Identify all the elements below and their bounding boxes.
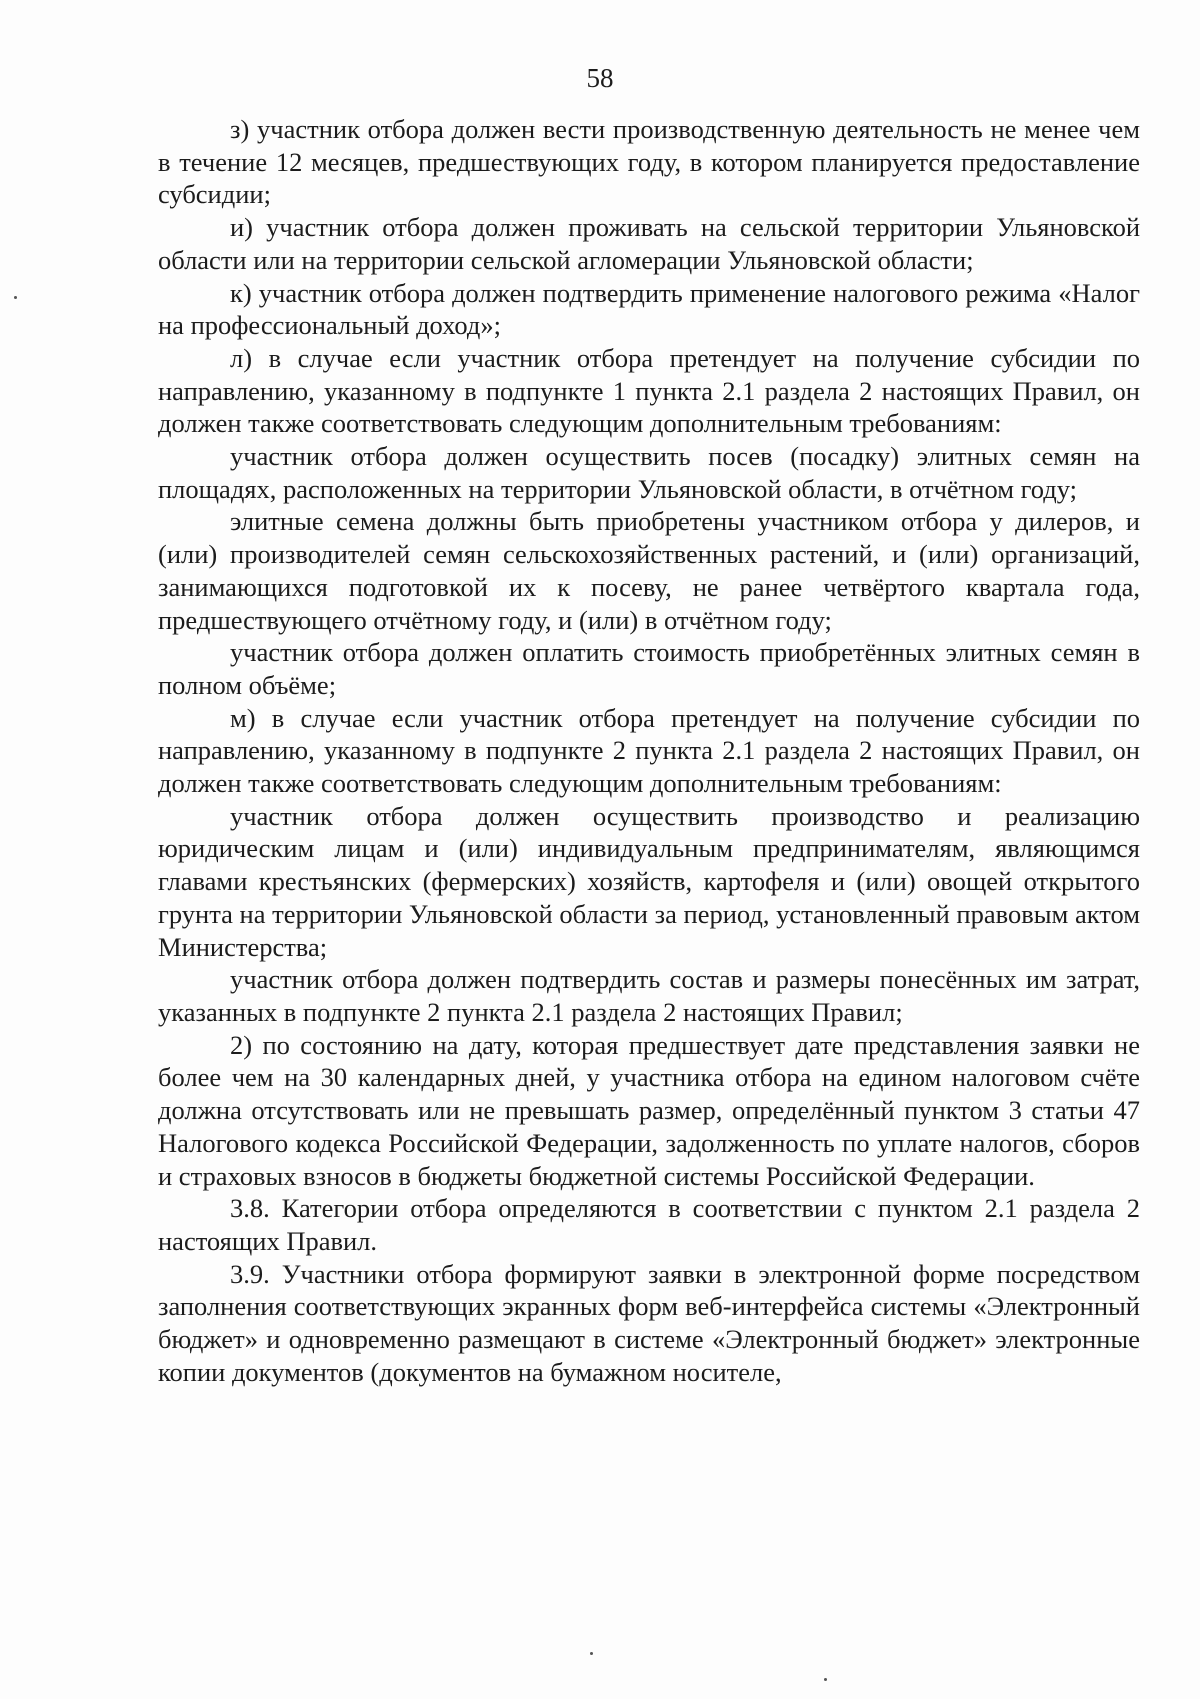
page-number: 58 — [586, 63, 614, 93]
paragraph-i: и) участник отбора должен проживать на сельской территории Ульяновской области или на территории сельской агломерации Ульяновской области; — [158, 212, 1140, 275]
paragraph-m: м) в случае если участник отбора претендует на получение субсидии по направлению, указанному в подпункте 2 пункта 2.1 раздела 2 настоящих Правил, он должен также соответствовать следующим дополнительным требованиям: — [158, 702, 1140, 799]
document-body — [158, 113, 1140, 1388]
paragraph-m-requirement-1: участник отбора должен осуществить производство и реализацию юридическим лицам и (или) индивидуальным предпринимателям, являющимся главами крестьянских (фермерских) хозяйств, картофеля и (или) овощей открытого грунта на территории Ульяновской области за период, установленный правовым актом Министерства; — [158, 800, 1140, 962]
paragraph-3-9: 3.9. Участники отбора формируют заявки в электронной форме посредством заполнения соответствующих экранных форм веб-интерфейса системы «Электронный бюджет» и одновременно размещают в системе «Электронный бюджет» электронные копии документов (документов на бумажном носителе, — [158, 1258, 1140, 1387]
paragraph-l-requirement-1: участник отбора должен осуществить посев (посадку) элитных семян на площадях, расположенных на территории Ульяновской области, в отчётном году; — [158, 441, 1140, 504]
paragraph-k: к) участник отбора должен подтвердить применение налогового режима «Налог на профессиональный доход»; — [158, 277, 1140, 341]
paragraph-l-requirement-3: участник отбора должен оплатить стоимость приобретённых элитных семян в полном объёме; — [158, 637, 1140, 700]
scan-speck — [824, 1678, 827, 1681]
scan-speck — [590, 1652, 593, 1655]
paragraph-l-requirement-2: элитные семена должны быть приобретены участником отбора у дилеров, и (или) производителей семян сельскохозяйственных растений, и (или) организаций, занимающихся подготовкой их к посеву, не ранее четвёртого квартала года, предшествующего отчётному году, и (или) в отчётном году; — [158, 506, 1140, 635]
paragraph-m-requirement-2: участник отбора должен подтвердить состав и размеры понесённых им затрат, указанных в подпункте 2 пункта 2.1 раздела 2 настоящих Правил; — [158, 964, 1140, 1027]
paragraph-2: 2) по состоянию на дату, которая предшествует дате представления заявки не более чем на 30 календарных дней, у участника отбора на едином налоговом счёте должна отсутствовать или не превышать размер, определённый пунктом 3 статьи 47 Налогового кодекса Российской Федерации, задолженность по уплате налогов, сборов и страховых взносов в бюджеты бюджетной системы Российской Федерации. — [158, 1029, 1140, 1191]
paragraph-z: з) участник отбора должен вести производственную деятельность не менее чем в течение 12 месяцев, предшествующих году, в котором планируется предоставление субсидии; — [158, 114, 1140, 210]
paragraph-3-8: 3.8. Категории отбора определяются в соответствии с пунктом 2.1 раздела 2 настоящих Правил. — [158, 1193, 1140, 1256]
scan-speck — [14, 296, 17, 299]
paragraph-l: л) в случае если участник отбора претендует на получение субсидии по направлению, указанному в подпункте 1 пункта 2.1 раздела 2 настоящих Правил, он должен также соответствовать следующим дополнительным требованиям: — [158, 342, 1140, 439]
